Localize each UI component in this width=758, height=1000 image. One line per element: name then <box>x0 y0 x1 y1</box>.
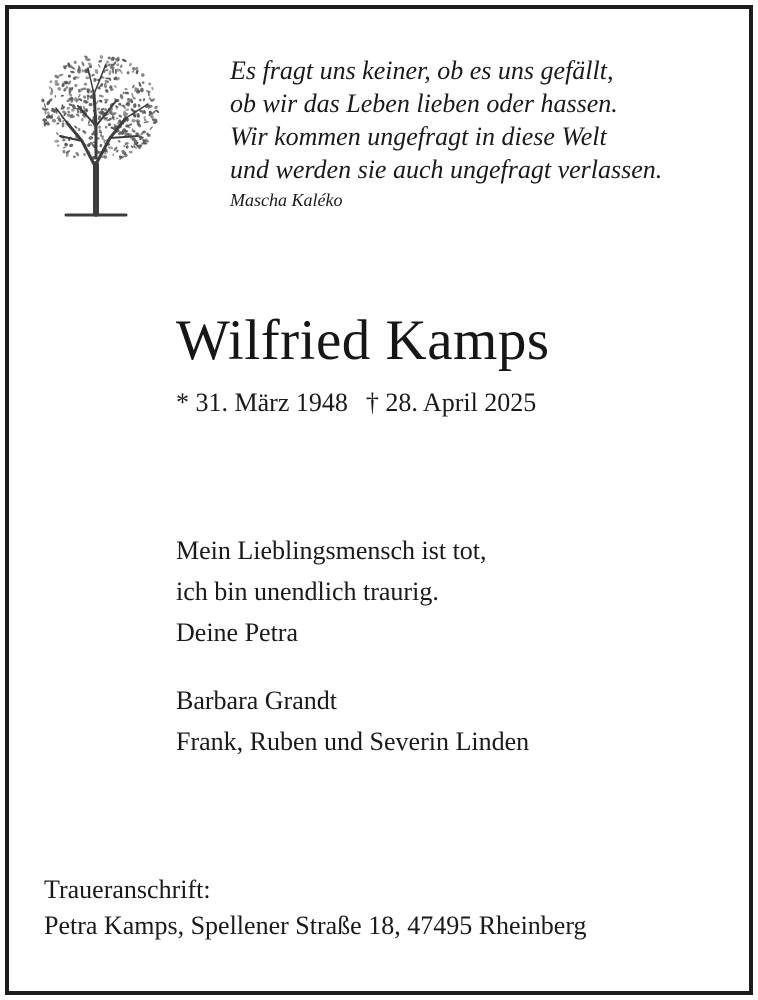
address-value: Petra Kamps, Spellener Straße 18, 47495 Rheinberg <box>44 911 587 940</box>
personal-message <box>176 530 487 653</box>
quote-author: Mascha Kaléko <box>230 190 343 210</box>
message-line: ich bin unendlich traurig. <box>176 577 439 606</box>
birth-date: * 31. März 1948 <box>176 388 348 417</box>
quote-line: ob wir das Leben lieben oder hassen. <box>230 89 618 118</box>
quote-line: und werden sie auch ungefragt verlassen. <box>230 155 663 184</box>
tree-icon <box>38 46 173 218</box>
address-label: Traueranschrift: <box>44 875 211 904</box>
deceased-name: Wilfried Kamps <box>176 309 550 372</box>
death-date: † 28. April 2025 <box>365 388 537 417</box>
life-dates <box>176 386 536 420</box>
mourner-name: Frank, Ruben und Severin Linden <box>176 727 530 756</box>
mourners-list <box>176 680 529 762</box>
message-line: Mein Lieblingsmensch ist tot, <box>176 536 487 565</box>
condolence-address <box>44 872 587 944</box>
mourner-name: Barbara Grandt <box>176 686 337 715</box>
message-signature: Deine Petra <box>176 618 299 647</box>
quote <box>230 54 662 186</box>
quote-line: Wir kommen ungefragt in diese Welt <box>230 122 607 151</box>
quote-line: Es fragt uns keiner, ob es uns gefällt, <box>230 56 614 85</box>
